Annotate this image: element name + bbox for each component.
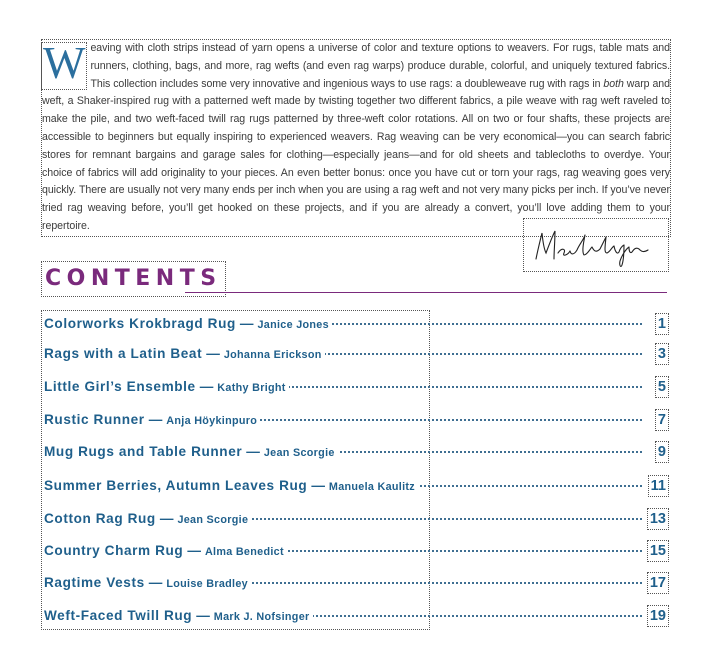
toc-title: Little Girl’s Ensemble: [44, 379, 196, 394]
toc-separator: —: [148, 412, 163, 427]
toc-page-number: 11: [650, 478, 666, 494]
toc-page-number: 13: [649, 511, 666, 527]
toc-entry-text: [44, 312, 332, 336]
toc-entry-text: [44, 507, 251, 531]
toc-page-number: 15: [649, 543, 666, 559]
contents-rule: [185, 292, 667, 293]
toc-entry-text: [44, 342, 325, 366]
intro-italic-word: both: [603, 77, 624, 90]
toc-separator: —: [311, 478, 325, 493]
toc-author: Kathy Bright: [217, 382, 286, 394]
toc-author: Johanna Erickson: [223, 349, 322, 361]
toc-title: Rags with a Latin Beat: [44, 346, 203, 361]
toc-title: Summer Berries, Autumn Leaves Rug: [44, 478, 308, 493]
toc-page-number: 1: [657, 316, 666, 332]
toc-page-number: 19: [649, 608, 666, 624]
drop-cap: W: [43, 38, 86, 88]
toc-title: Weft-Faced Twill Rug: [44, 608, 193, 623]
toc-separator: —: [187, 543, 201, 558]
toc-title: Mug Rugs and Table Runner: [44, 444, 243, 459]
toc-page-number: 9: [657, 444, 666, 460]
toc-author: Jean Scorgie: [177, 514, 249, 526]
toc-separator: —: [159, 511, 174, 526]
toc-entry-text: [44, 604, 313, 628]
toc-separator: —: [199, 379, 214, 394]
toc-author: Alma Benedict: [204, 546, 284, 558]
toc-entry-text: [44, 474, 418, 498]
toc-author: Anja Höykinpuro: [166, 415, 258, 427]
toc-item[interactable]: [44, 507, 668, 531]
toc-item[interactable]: [44, 474, 668, 498]
toc-page-number: 17: [649, 575, 666, 591]
toc-item[interactable]: [44, 571, 668, 595]
signature: [524, 219, 668, 271]
toc-entry-text: [44, 375, 289, 399]
toc-item[interactable]: [44, 539, 668, 563]
toc-title: Ragtime Vests: [44, 575, 145, 590]
toc-entry-text: [44, 539, 287, 563]
toc-page-number: 7: [657, 412, 666, 428]
signature-drawing: [524, 219, 668, 271]
toc-separator: —: [239, 316, 254, 331]
toc-entry-text: [44, 440, 338, 464]
intro-text-part-2: warp and weft, a Shaker-inspired rug with a patterned weft made by twisting together two different fabrics, a pile weave with rag weft raveled to make the pile, and two weft-faced twill rag rugs patterned by three-weft color rotations. All on two or four shafts, these projects are accessible to beginners but equally inspiring to experienced weavers. Rag weaving can be very economical—you can search fabric stores for remnant bargains and garage sales for clothing—especially jeans—and for old sheets and tablecloths to overdye. Your choice of fabrics will add originality to your pieces. An even better bonus: once you have cut or torn your rags, rag weaving goes very quickly. There are usually not very many ends per inch when you are using a rag weft and not very many picks per inch. If you’ve never tried rag weaving before, you’ll get hooked on these projects, and if you are already a convert, you’ll love adding them to your repertoire.: [42, 77, 670, 232]
toc-item[interactable]: [44, 408, 668, 432]
toc-author: Janice Jones: [257, 319, 329, 331]
toc-item[interactable]: [44, 342, 668, 366]
toc-entry-text: [44, 571, 251, 595]
toc-author: Mark J. Nofsinger: [213, 611, 310, 623]
toc-author: Jean Scorgie: [263, 447, 335, 459]
toc-separator: —: [148, 575, 163, 590]
intro-paragraph: [42, 40, 670, 236]
toc-separator: —: [196, 608, 210, 623]
toc-item[interactable]: [44, 604, 668, 628]
toc-separator: —: [246, 444, 260, 459]
toc-title: Colorworks Krokbragd Rug: [44, 316, 236, 331]
toc-author: Manuela Kaulitz: [328, 481, 415, 493]
toc-page-number: 5: [657, 379, 666, 395]
toc-author: Louise Bradley: [166, 578, 248, 590]
contents-heading: CONTENTS: [42, 262, 225, 296]
toc-title: Cotton Rag Rug: [44, 511, 156, 526]
toc-title: Country Charm Rug: [44, 543, 184, 558]
toc-item[interactable]: [44, 375, 668, 399]
intro-text-part-1: eaving with cloth strips instead of yarn opens a universe of color and texture options to weavers. For rugs, table mats and runners, clothing, bags, and more, rag wefts (and even rag warps) produce durable, colorful, and uniquely textured fabrics. This collection includes some very innovative and ingenious ways to use rags: a doubleweave rug with rags in: [90, 42, 670, 90]
toc-item[interactable]: [44, 440, 668, 464]
toc-item[interactable]: [44, 312, 668, 336]
toc-title: Rustic Runner: [44, 412, 145, 427]
toc-page-number: 3: [657, 346, 666, 362]
toc-separator: —: [206, 346, 220, 361]
toc-entry-text: [44, 408, 260, 432]
